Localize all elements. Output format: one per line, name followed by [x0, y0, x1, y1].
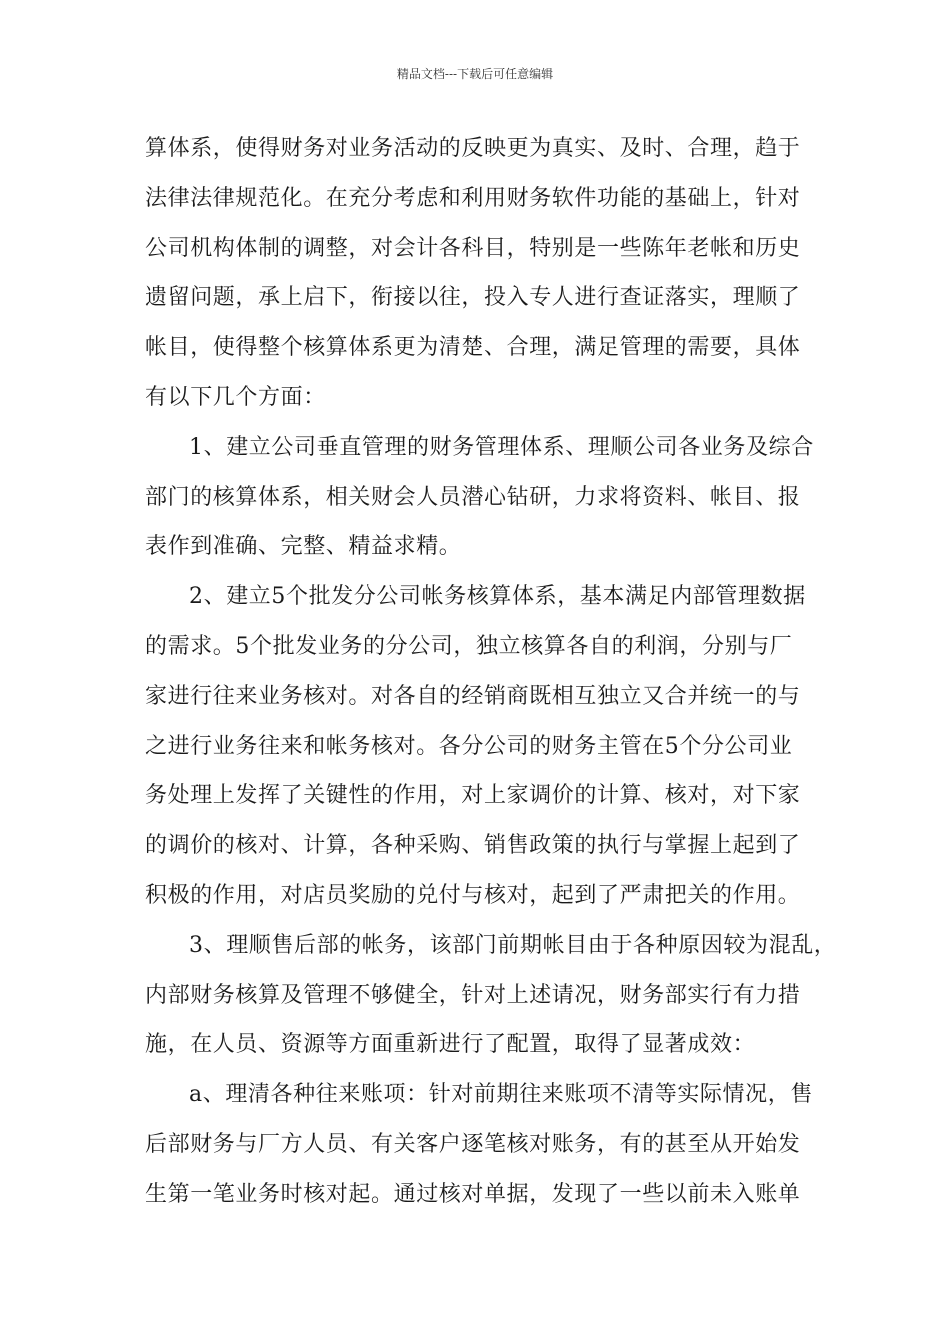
text-line: 法律法律规范化。在充分考虑和利用财务软件功能的基础上，针对	[145, 185, 801, 211]
text-line: 部门的核算体系，相关财会人员潜心钻研，力求将资料、帐目、报	[145, 484, 801, 510]
paragraph-item-2	[145, 572, 810, 921]
text-line: 的调价的核对、计算，各种采购、销售政策的执行与掌握上起到了	[145, 833, 801, 859]
text-line: 3、理顺售后部的帐务，该部门前期帐目由于各种原因较为混乱，	[189, 932, 837, 958]
text-line: 积极的作用，对店员奖励的兑付与核对，起到了严肃把关的作用。	[145, 882, 801, 908]
paragraph-item-a	[145, 1070, 813, 1219]
text-line: 内部财务核算及管理不够健全，针对上述请况，财务部实行有力措	[145, 982, 801, 1008]
text-line: 遗留问题，承上启下，衔接以往，投入专人进行查证落实，理顺了	[145, 285, 801, 311]
text-line: 施，在人员、资源等方面重新进行了配置，取得了显著成效：	[145, 1032, 756, 1058]
text-line: 之进行业务往来和帐务核对。各分公司的财务主管在5个分公司业	[145, 733, 793, 759]
text-line: 有以下几个方面：	[145, 384, 326, 410]
text-line: 后部财务与厂方人员、有关客户逐笔核对账务，有的甚至从开始发	[145, 1131, 801, 1157]
paragraph-intro	[145, 124, 810, 423]
document-body	[145, 124, 837, 1220]
text-line: 帐目，使得整个核算体系更为清楚、合理，满足管理的需要，具体	[145, 335, 801, 361]
text-line: 公司机构体制的调整，对会计各科目，特别是一些陈年老帐和历史	[145, 235, 801, 261]
text-line: 生第一笔业务时核对起。通过核对单据，发现了一些以前未入账单	[145, 1181, 801, 1207]
text-line: 1、建立公司垂直管理的财务管理体系、理顺公司各业务及综合	[189, 434, 814, 460]
paragraph-item-1	[145, 423, 814, 572]
paragraph-item-3	[145, 921, 837, 1070]
text-line: 务处理上发挥了关键性的作用，对上家调价的计算、核对，对下家	[145, 783, 801, 809]
text-line: 表作到准确、完整、精益求精。	[145, 534, 462, 560]
text-line: 家进行往来业务核对。对各自的经销商既相互独立又合并统一的与	[145, 683, 801, 709]
text-line: a、理清各种往来账项：针对前期往来账项不清等实际情况，售	[189, 1082, 813, 1108]
text-line: 算体系，使得财务对业务活动的反映更为真实、及时、合理，趋于	[145, 136, 801, 161]
page-header: 精品文档---下载后可任意编辑	[396, 67, 554, 81]
text-line: 2、建立5个批发分公司帐务核算体系，基本满足内部管理数据	[189, 584, 806, 610]
text-line: 的需求。5个批发业务的分公司，独立核算各自的利润，分别与厂	[145, 633, 793, 659]
